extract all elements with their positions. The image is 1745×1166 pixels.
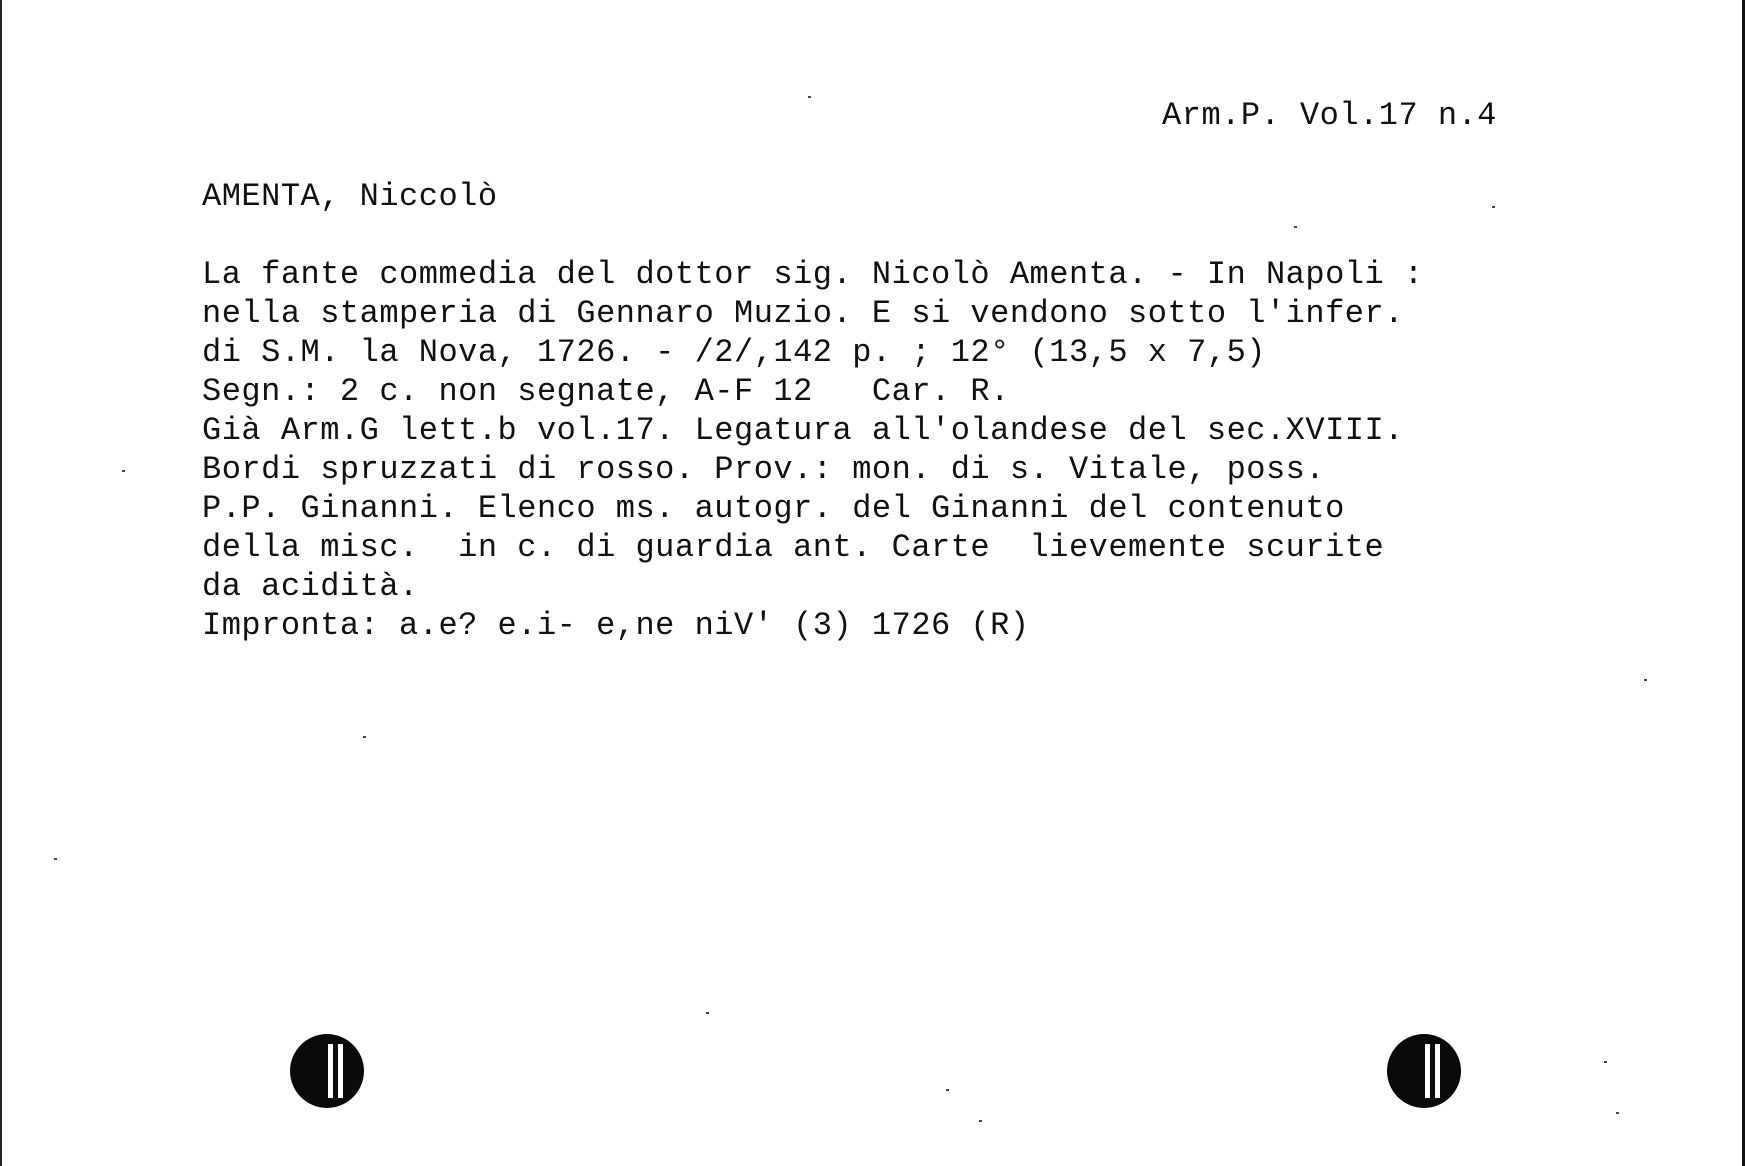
scan-speck [946, 1089, 949, 1091]
scan-speck [122, 470, 125, 472]
bibliographic-record [202, 255, 1424, 645]
scan-speck [1644, 679, 1647, 681]
record-line-manuscript-list: P.P. Ginanni. Elenco ms. autogr. del Ginanni del contenuto [202, 490, 1345, 527]
scan-speck [363, 736, 366, 738]
scan-speck [1294, 226, 1297, 228]
record-line-binding: Già Arm.G lett.b vol.17. Legatura all'olandese del sec.XVIII. [202, 412, 1404, 449]
scan-speck [1492, 206, 1495, 208]
record-line-condition: della misc. in c. di guardia ant. Carte lievemente scurite [202, 529, 1385, 566]
shelfmark: Arm.P. Vol.17 n.4 [1162, 97, 1497, 134]
author-heading: AMENTA, Niccolò [202, 178, 498, 215]
record-line-fingerprint: Impronta: a.e? e.i- e,ne niV' (3) 1726 (R) [202, 607, 1030, 644]
scan-speck [1604, 1061, 1607, 1063]
binder-hole-left [290, 1034, 364, 1108]
binder-hole-right [1387, 1034, 1461, 1108]
record-line-provenance: Bordi spruzzati di rosso. Prov.: mon. di s. Vitale, poss. [202, 451, 1326, 488]
scan-speck [706, 1012, 709, 1014]
record-line-imprint: di S.M. la Nova, 1726. - /2/,142 p. ; 12° (13,5 x 7,5) [202, 334, 1266, 371]
scan-speck [54, 858, 57, 860]
record-line-condition-cont: da acidità. [202, 568, 419, 605]
scan-speck [979, 1120, 982, 1122]
record-line-title: La fante commedia del dottor sig. Nicolò Amenta. - In Napoli : [202, 256, 1424, 293]
record-line-signatures: Segn.: 2 c. non segnate, A-F 12 Car. R. [202, 373, 1010, 410]
record-line-publisher: nella stamperia di Gennaro Muzio. E si vendono sotto l'infer. [202, 295, 1404, 332]
scan-speck [808, 96, 811, 98]
scan-speck [1616, 1112, 1619, 1114]
